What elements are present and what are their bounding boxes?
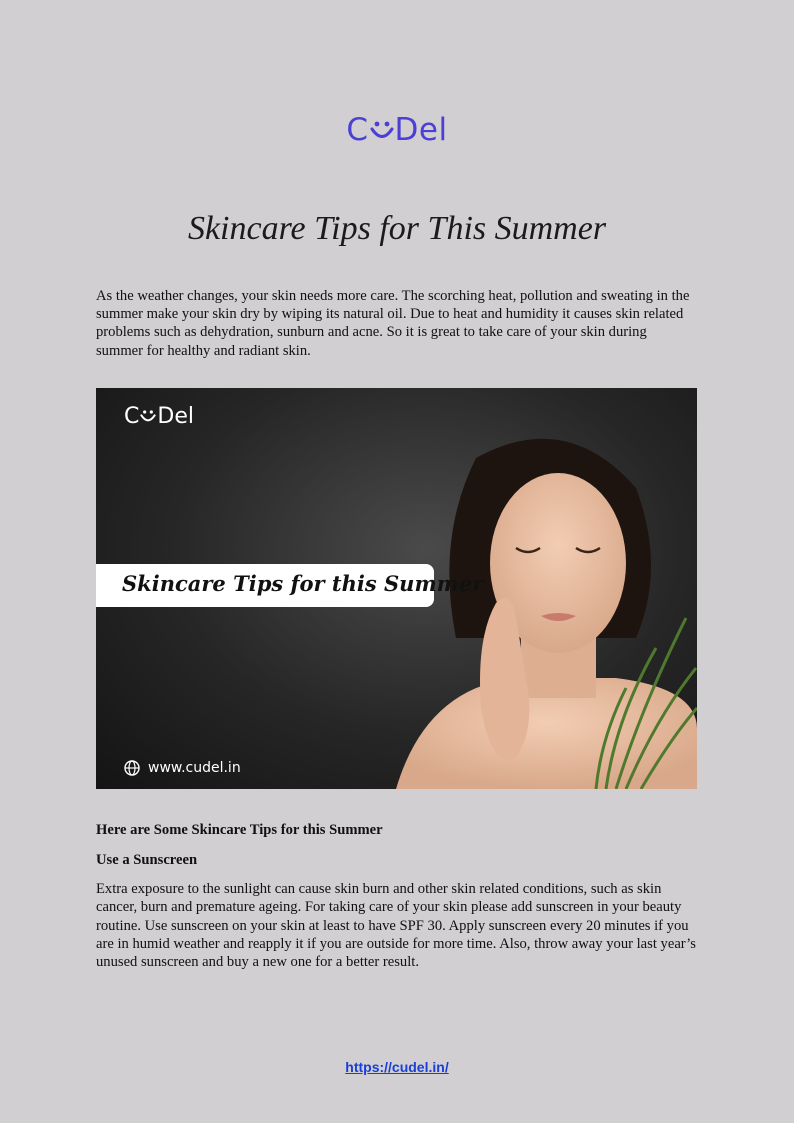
hero-banner-text: Skincare Tips for this Summer — [122, 571, 484, 596]
smiley-logo-icon — [139, 408, 157, 424]
hero-logo-suffix: Del — [157, 404, 194, 429]
section-heading: Here are Some Skincare Tips for this Summer — [96, 822, 383, 838]
logo-text-prefix: C — [346, 112, 369, 148]
hero-website — [124, 760, 241, 776]
smiley-logo-icon — [369, 118, 395, 142]
hero-logo — [124, 404, 194, 429]
brand-logo — [0, 112, 794, 148]
page-title: Skincare Tips for This Summer — [187, 210, 607, 247]
hero-website-text: www.cudel.in — [148, 760, 241, 776]
sunscreen-paragraph: Extra exposure to the sunlight can cause skin burn and other skin related conditions, such as skin cancer, burn and premature ageing. For taking care of your skin please add sunscreen in your beauty routine. Use sunscreen on your skin at least to have SPF 30. Apply sunscreen every 20 minutes if you are in humid weather and reapply it if you are outside for more time. Also, throw away your last year’s unused sunscreen and buy a new one for a better result. — [96, 881, 696, 971]
intro-paragraph: As the weather changes, your skin needs more care. The scorching heat, pollution and sweating in the summer make your skin dry by wiping its natural oil. Due to heat and humidity it causes skin related problems such as dehydration, sunburn and acne. So it is great to take care of your skin during summer for healthy and radiant skin. — [96, 288, 690, 359]
globe-icon — [124, 760, 140, 776]
section-subheading: Use a Sunscreen — [96, 852, 198, 868]
hero-logo-prefix: C — [124, 404, 140, 429]
footer-link[interactable]: https://cudel.in/ — [345, 1059, 449, 1075]
hero-banner — [96, 564, 484, 607]
logo-text-suffix: Del — [394, 112, 448, 148]
hero-image — [96, 388, 697, 789]
